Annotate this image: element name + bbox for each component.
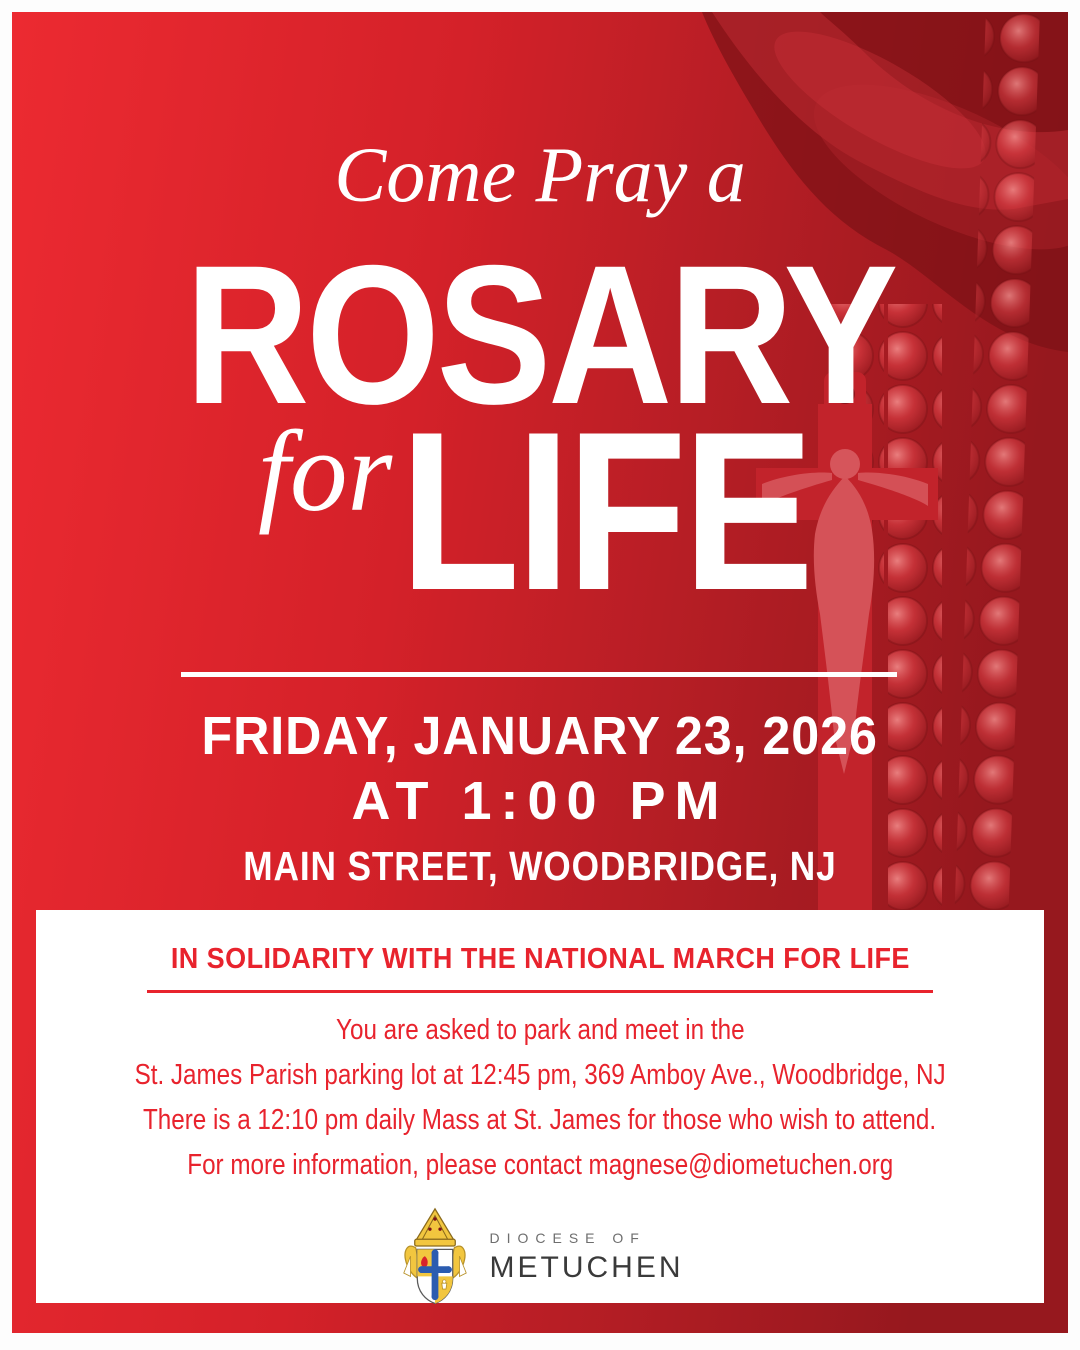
diocese-logo <box>36 1206 1044 1308</box>
title-life: LIFE <box>399 384 811 637</box>
solidarity-heading <box>36 943 1044 976</box>
title-rosary-text: ROSARY <box>185 224 895 445</box>
solidarity-heading-text: IN SOLIDARITY WITH THE NATIONAL MARCH FOR LIFE <box>170 943 910 975</box>
title-for-life-row <box>0 384 1080 637</box>
event-time: AT 1:00 PM <box>351 771 729 831</box>
info-line: St. James Parish parking lot at 12:45 pm, 369 Amboy Ave., Woodbridge, NJ <box>134 1059 946 1091</box>
event-location <box>0 843 1080 889</box>
heading-divider <box>147 990 933 993</box>
headline-divider <box>181 672 897 677</box>
logo-text <box>490 1230 684 1285</box>
title-for: for <box>258 408 393 535</box>
event-date <box>0 706 1080 766</box>
info-box <box>36 910 1044 1303</box>
event-location-text: MAIN STREET, WOODBRIDGE, NJ <box>243 843 837 889</box>
event-date-text: FRIDAY, JANUARY 23, 2026 <box>201 706 879 766</box>
info-line: For more information, please contact magnese@diometuchen.org <box>187 1149 893 1181</box>
metuchen-label: METUCHEN <box>489 1250 684 1284</box>
info-line: There is a 12:10 pm daily Mass at St. James for those who wish to attend. <box>143 1104 937 1136</box>
diocese-crest-icon <box>397 1206 473 1308</box>
info-line: You are asked to park and meet in the <box>335 1014 745 1046</box>
diocese-of-label: DIOCESE OF <box>489 1229 646 1246</box>
eyebrow-text: Come Pray a <box>334 131 746 218</box>
info-body <box>36 1010 1044 1190</box>
